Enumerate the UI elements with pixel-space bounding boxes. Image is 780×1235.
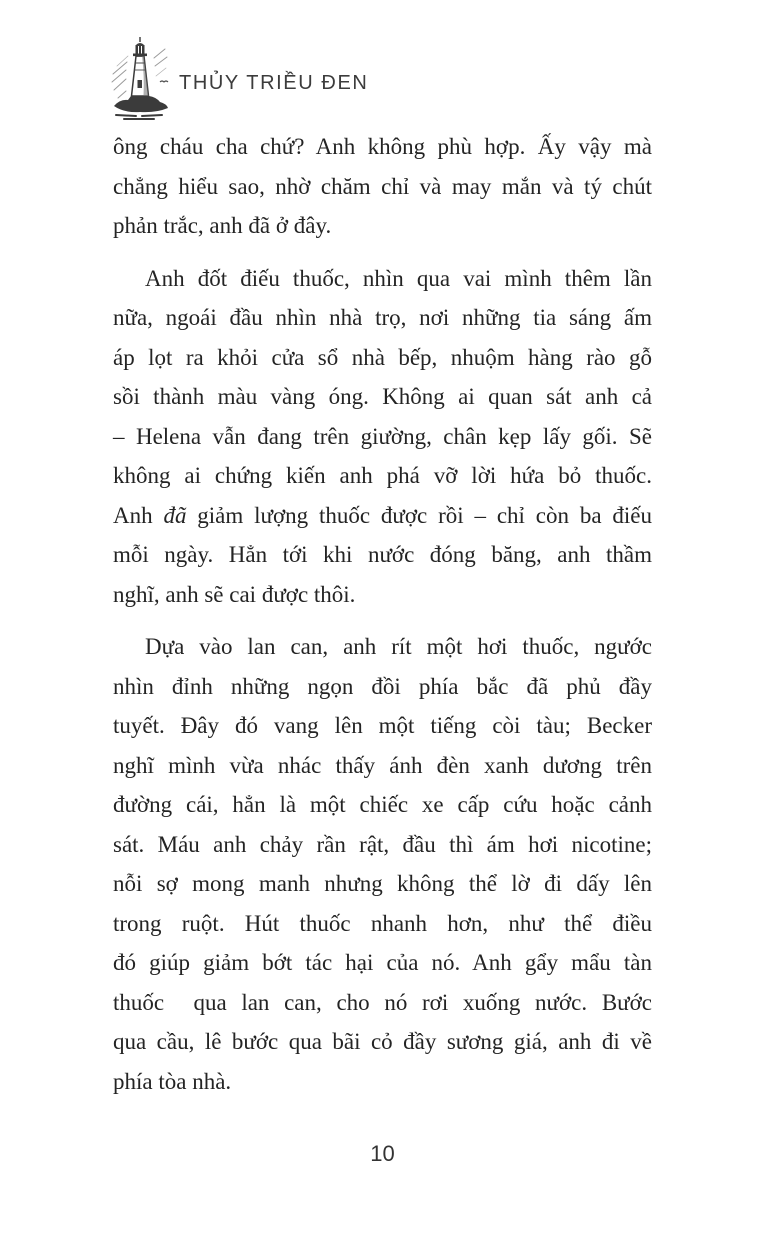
page-text [113,127,652,1101]
text-line: phản trắc, anh đã ở đây. [113,213,332,238]
text-line: nghĩ mình vừa nhác thấy ánh đèn xanh dương trên [113,752,652,778]
text-line: đó giúp giảm bớt tác hại của nó. Anh gẩy mẩu tàn [113,950,652,975]
paragraph [113,127,652,246]
text-line: thuốc qua lan can, cho nó rơi xuống nước. Bước [113,989,652,1015]
text-line: Anh đã giảm lượng thuốc được rồi – chỉ còn ba điếu [113,502,652,528]
text-line: nhìn đỉnh những ngọn đồi phía bắc đã phủ đầy [113,673,652,699]
text-line: sồi thành màu vàng óng. Không ai quan sát anh cả [113,384,652,409]
running-head-title: THỦY TRIỀU ĐEN [179,72,369,94]
text-line: tuyết. Đây đó vang lên một tiếng còi tàu; Becker [113,713,652,738]
text-line: đường cái, hẳn là một chiếc xe cấp cứu hoặc cảnh [113,792,652,817]
text-line: phía tòa nhà. [113,1068,232,1094]
text-line: mỗi ngày. Hẳn tới khi nước đóng băng, anh thầm [113,542,652,567]
text-line: Dựa vào lan can, anh rít một hơi thuốc, ngước [145,634,652,659]
text-line: trong ruột. Hút thuốc nhanh hơn, như thể điều [113,910,652,936]
text-line: Anh đốt điếu thuốc, nhìn qua vai mình thêm lần [145,265,652,291]
page-header [0,0,780,130]
text-line: sát. Máu anh chảy rần rật, đầu thì ám hơi nicotine; [113,831,652,857]
text-line: qua cầu, lê bước qua bãi cỏ đầy sương giá, anh đi về [113,1029,652,1054]
text-line: nghĩ, anh sẽ cai được thôi. [113,581,356,607]
text-line: ông cháu cha chứ? Anh không phù hợp. Ấy vậy mà [113,134,652,159]
text-line: – Helena vẫn đang trên giường, chân kẹp lấy gối. Sẽ [113,423,652,449]
text-line: áp lọt ra khỏi cửa sổ nhà bếp, nhuộm hàng rào gỗ [113,344,652,370]
text-line: nữa, ngoái đầu nhìn nhà trọ, nơi những tia sáng ấm [113,305,652,330]
text-line: nỗi sợ mong manh nhưng không thể lờ đi dấy lên [113,871,652,896]
paragraph [113,259,652,615]
page-number: 10 [370,1141,395,1166]
text-line: chẳng hiểu sao, nhờ chăm chỉ và may mắn và tý chút [113,173,652,199]
lighthouse-icon [110,36,172,122]
paragraph [113,627,652,1101]
text-line: không ai chứng kiến anh phá vỡ lời hứa bỏ thuốc. [113,463,652,488]
